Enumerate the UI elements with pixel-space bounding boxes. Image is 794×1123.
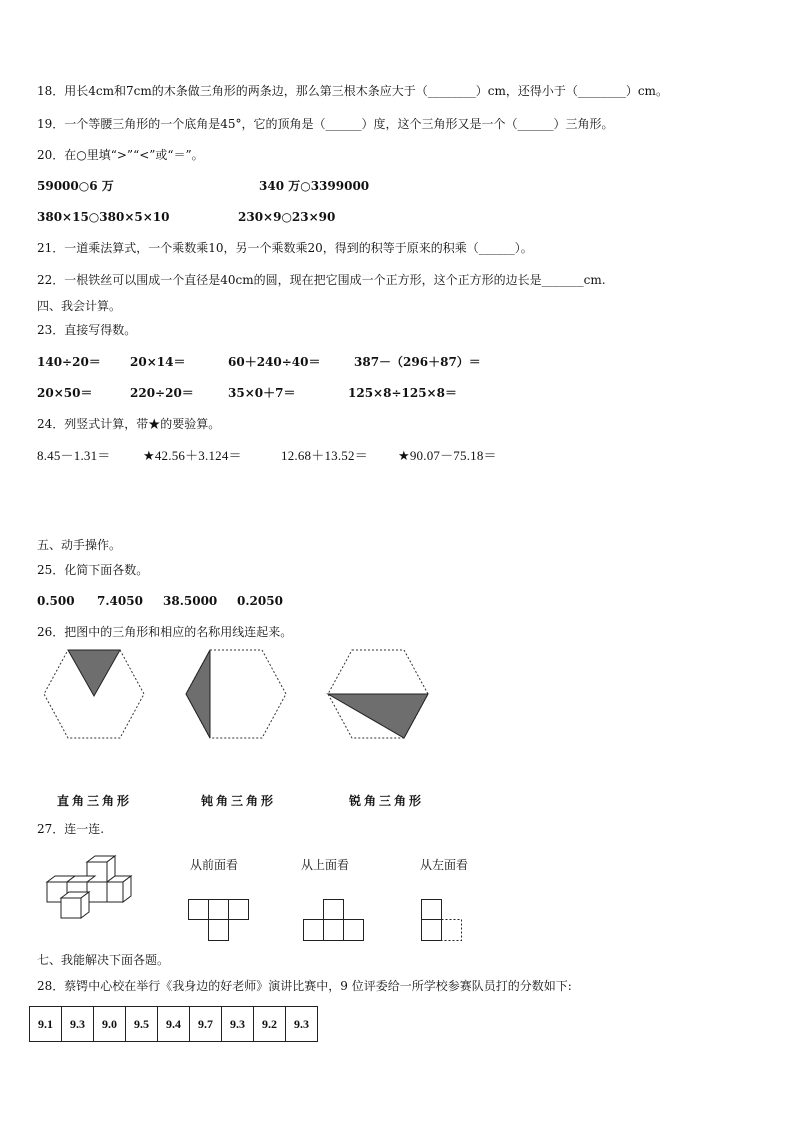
q23-item-6: 220÷20＝: [130, 386, 194, 400]
q23-item-1: 140÷20＝: [37, 355, 101, 369]
question-18: 18．用长4cm和7cm的木条做三角形的两条边，那么第三根木条应大于（________）cm，还得小于（________）cm。: [37, 84, 668, 98]
question-21: 21．一道乘法算式，一个乘数乘10，另一个乘数乘20，得到的积等于原来的积乘（______）。: [37, 241, 533, 255]
q20-item-1: 59000○6 万: [37, 179, 114, 193]
question-20: 20．在○里填“>”“<”或“＝”。: [37, 148, 204, 162]
q25-item-3: 38.5000: [163, 594, 218, 608]
q23-item-3: 60＋240÷40＝: [228, 355, 321, 369]
q23-item-2: 20×14＝: [130, 355, 186, 369]
q24-item-3: 12.68＋13.52＝: [281, 448, 368, 463]
label-acute-triangle: 锐角三角形: [349, 794, 425, 808]
table-row: [30, 1007, 318, 1042]
view-label-left: 从左面看: [420, 858, 469, 872]
section-4-heading: 四、我会计算。: [37, 299, 122, 313]
score-cell: 9.0: [94, 1007, 126, 1042]
view-label-front: 从前面看: [190, 858, 239, 872]
front-view-figure: [188, 899, 250, 943]
q25-item-1: 0.500: [37, 594, 75, 608]
q23-item-7: 35×0＋7＝: [228, 386, 296, 400]
q23-item-8: 125×8÷125×8＝: [348, 386, 457, 400]
score-cell: 9.1: [30, 1007, 62, 1042]
score-cell: 9.5: [126, 1007, 158, 1042]
question-25: 25．化简下面各数。: [37, 563, 149, 577]
q25-item-2: 7.4050: [97, 594, 143, 608]
label-obtuse-triangle: 钝角三角形: [201, 794, 277, 808]
score-cell: 9.3: [62, 1007, 94, 1042]
q20-item-3: 380×15○380×5×10: [37, 210, 170, 224]
left-view-figure: [421, 899, 465, 943]
q25-item-4: 0.2050: [237, 594, 283, 608]
score-cell: 9.4: [158, 1007, 190, 1042]
q20-item-4: 230×9○23×90: [238, 210, 336, 224]
question-27: 27．连一连.: [37, 822, 105, 836]
q24-item-2: ★42.56＋3.124＝: [143, 448, 242, 463]
q20-item-2: 340 万○3399000: [259, 179, 370, 193]
score-cell: 9.3: [286, 1007, 318, 1042]
top-view-figure: [303, 899, 365, 943]
question-28: 28．蔡锷中心校在举行《我身边的好老师》演讲比赛中，9 位评委给一所学校参赛队员打的分数如下:: [37, 979, 572, 993]
section-5-heading: 五、动手操作。: [37, 538, 122, 552]
q23-item-5: 20×50＝: [37, 386, 93, 400]
question-24: 24．列竖式计算，带★的要验算。: [37, 417, 221, 431]
question-26: 26．把图中的三角形和相应的名称用线连起来。: [37, 625, 293, 639]
section-7-heading: 七、我能解决下面各题。: [37, 953, 170, 967]
hexagon-figure-1: [40, 648, 148, 740]
score-cell: 9.7: [190, 1007, 222, 1042]
score-cell: 9.2: [254, 1007, 286, 1042]
hexagon-figure-2: [182, 648, 290, 740]
view-label-top: 从上面看: [301, 858, 350, 872]
score-cell: 9.3: [222, 1007, 254, 1042]
cube-stack-figure: [43, 856, 133, 922]
question-22: 22．一根铁丝可以围成一个直径是40cm的圆，现在把它围成一个正方形，这个正方形的边长是_______cm.: [37, 273, 606, 287]
question-19: 19．一个等腰三角形的一个底角是45°，它的顶角是（______）度，这个三角形又是一个（______）三角形。: [37, 117, 614, 131]
label-right-triangle: 直角三角形: [57, 794, 133, 808]
q23-item-4: 387－（296＋87）＝: [354, 355, 481, 369]
q24-item-1: 8.45－1.31＝: [37, 448, 111, 463]
score-table: [29, 1006, 318, 1042]
question-23: 23．直接写得数。: [37, 323, 137, 337]
q24-item-4: ★90.07－75.18＝: [398, 448, 497, 463]
hexagon-figure-3: [324, 648, 432, 740]
